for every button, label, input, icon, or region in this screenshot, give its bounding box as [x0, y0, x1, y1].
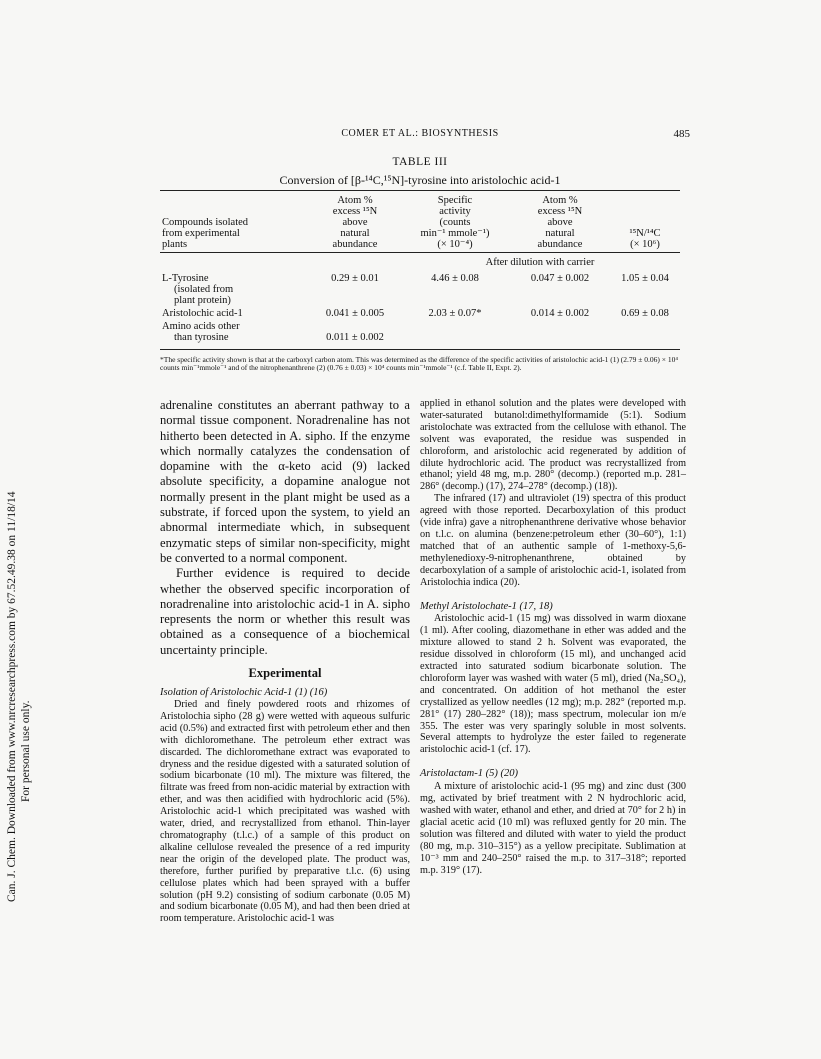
subsection-heading: Aristolactam-1 (5) (20)	[420, 768, 518, 780]
paragraph: A mixture of aristolochic acid-1 (95 mg) and zinc dust (300 mg, activated by brief treatment with 2 N hydrochloric acid, washed with water, ethanol and ether, and dried at 70° for 2 h) in glacial acetic acid (10 ml) was refluxed gently for 20 min. The solution was filtered and diluted with water to yield the product (80 mg, m.p. 310–315°) as a yellow precipitate. Sublimation at 10⁻³ mm and 240–250° raised the m.p. to 317–318°; reported m.p. 319° (17).	[420, 781, 686, 876]
atom-percent-cell: 0.041 ± 0.005	[325, 308, 385, 319]
table-row	[160, 320, 680, 344]
download-notice: Can. J. Chem. Downloaded from www.nrcresearchpress.com by 67.52.49.38 on 11/18/14	[6, 491, 18, 902]
compound-name: L-Tyrosine (isolated from plant protein)	[162, 273, 234, 306]
header-compounds: Compounds isolated from experimental plants	[160, 191, 310, 253]
results-table	[160, 190, 680, 350]
paragraph: adrenaline constitutes an aberrant pathway to a normal tissue component. Noradrenaline has not hitherto been detected in A. sipho. If the enzyme which normally catalyzes the condensation of dopamine with the α-keto acid (9) lacked absolute specificity, a dopamine analogue not normally present in the plant might be used as a substrate, if forced upon the system, to yield an abnormal intermediate which, in subsequent enzymatic steps of similar non-specificity, might be converted to a normal component.	[160, 398, 410, 565]
atom-diluted-cell: 0.047 ± 0.002	[530, 273, 590, 284]
paragraph: Further evidence is required to decide whether the observed specific incorporation of noradrenaline into aristolochic acid-1 in A. sipho represents the norm or whether this result was obtained as a consequence of a biochemical uncertainty principle.	[160, 566, 410, 657]
section-title: Experimental	[248, 666, 322, 681]
left-column	[160, 398, 410, 925]
table-caption: Conversion of [β-¹⁴C,¹⁵N]-tyrosine into aristolochic acid-1	[279, 173, 561, 187]
table-row	[160, 307, 680, 320]
table-row	[160, 272, 680, 307]
ratio-cell: 0.69 ± 0.08	[621, 308, 669, 319]
compound-name: Amino acids other than tyrosine	[162, 321, 240, 343]
atom-percent-cell: 0.29 ± 0.01	[331, 273, 379, 284]
page-header	[150, 128, 690, 144]
header-specific-activity: Specific activity (counts min⁻¹ mmole⁻¹) (× 10⁻⁴)	[400, 191, 510, 253]
subsection-heading: Methyl Aristolochate-1 (17, 18)	[420, 600, 553, 612]
page-number: 485	[673, 128, 690, 140]
header-atom-percent: Atom % excess ¹⁵N above natural abundance	[310, 191, 400, 253]
paragraph: The infrared (17) and ultraviolet (19) spectra of this product agreed with those reported. Decarboxylation of this product (vide infra) gave a nitrophenanthrene derivative whose behavior on t.l.c. on alumina (benzene:petroleum ether (30–60°), 1:1) matched that of an authentic sample of 1-methoxy-5,6-methylenedioxy-9-nitrophenanthrene, obtained by decarboxylation of a sample of aristolochic acid-1, isolated from Aristolochia indica (20).	[420, 493, 686, 588]
activity-cell: 2.03 ± 0.07*	[428, 308, 482, 319]
atom-percent-cell: 0.011 ± 0.002	[326, 332, 384, 343]
table-footnote: *The specific activity shown is that at the carboxyl carbon atom. This was determined as the difference of the specific activities of aristolochic acid-1 (1) (2.79 ± 0.06) × 10⁴ counts min⁻¹mmole⁻¹ and of the nitrophenanthrene (2) (0.76 ± 0.03) × 10⁴ counts min⁻¹mmole⁻¹ (c.f. Table II, Expt. 2).	[160, 355, 679, 373]
running-head: COMER ET AL.: BIOSYNTHESIS	[341, 128, 499, 139]
compound-name: Aristolochic acid-1	[162, 308, 243, 319]
ratio-cell: 1.05 ± 0.04	[621, 273, 669, 284]
atom-diluted-cell: 0.014 ± 0.002	[530, 308, 590, 319]
paragraph: Dried and finely powdered roots and rhizomes of Aristolochia sipho (28 g) were wetted with aqueous sulfuric acid (0.5%) and extracted first with petroleum ether and then with dichloromethane. The petroleum ether extract was discarded. The dichloromethane extract was evaporated to dryness and the residue digested with a saturated solution of sodium bicarbonate (10 ml). The mixture was filtered, the filtrate was freed from non-acidic material by extraction with ether, and was then acidified with hydrochloric acid (5%). Aristolochic acid-1 which precipitated was washed with water, dried, and recrystallized from ethanol. Thin-layer chromatography (t.l.c.) of a sample of this product on alkaline cellulose revealed the presence of a red impurity near the origin of the developed plate. The product was, therefore, further purified by preparative t.l.c. (6) using cellulose plates which had been sprayed with a buffer solution (pH 9.2) consisting of sodium carbonate (0.05 M) and sodium bicarbonate (0.05 M), and had then been dried at room temperature. Aristolochic acid-1 was	[160, 699, 410, 925]
download-sidebar	[0, 240, 40, 902]
activity-cell: 4.46 ± 0.08	[431, 273, 479, 284]
paragraph: applied in ethanol solution and the plates were developed with water-saturated butanol:dimethylformamide (5:1). Sodium aristolochate was extracted from the cellulose with ethanol. The solvent was evaporated, the residue was suspended in chloroform, and aristolochic acid regenerated by addition of dilute hydrochloric acid. The product was recrystallized from ethanol; yield 48 mg, m.p. 280° (decomp.) (reported m.p. 281–286° (decomp.) (17), 274–278° (decomp.) (18)).	[420, 398, 686, 493]
header-atom-percent-diluted: Atom % excess ¹⁵N above natural abundance	[510, 191, 610, 253]
header-ratio: ¹⁵N/¹⁴C (× 10⁶)	[610, 191, 680, 253]
right-column	[420, 398, 686, 876]
personal-use-notice: For personal use only.	[20, 700, 32, 802]
table-number: TABLE III	[392, 156, 448, 168]
dilution-label: After dilution with carrier	[400, 253, 680, 273]
subsection-heading: Isolation of Aristolochic Acid-1 (1) (16)	[160, 687, 328, 699]
paragraph: Aristolochic acid-1 (15 mg) was dissolved in warm dioxane (1 ml). After cooling, diazomethane in ether was added and the mixture allowed to stand 2 h. Solvent was evaporated, the residue dissolved in chloroform (15 ml), and unchanged acid extracted into saturated sodium bicarbonate solution. The chloroform layer was washed with water (5 ml), dried (Na₂SO₄), and concentrated. On addition of hot methanol the ester crystallized as yellow needles (12 mg); m.p. 282° (reported m.p. 281° (17) 280–282° (18)); mass spectrum, molecular ion m/e 355. The ester was very sparingly soluble in most solvents. Several attempts to hydrolyze the ester failed to regenerate aristolochic acid-1 (cf. 17).	[420, 613, 686, 756]
